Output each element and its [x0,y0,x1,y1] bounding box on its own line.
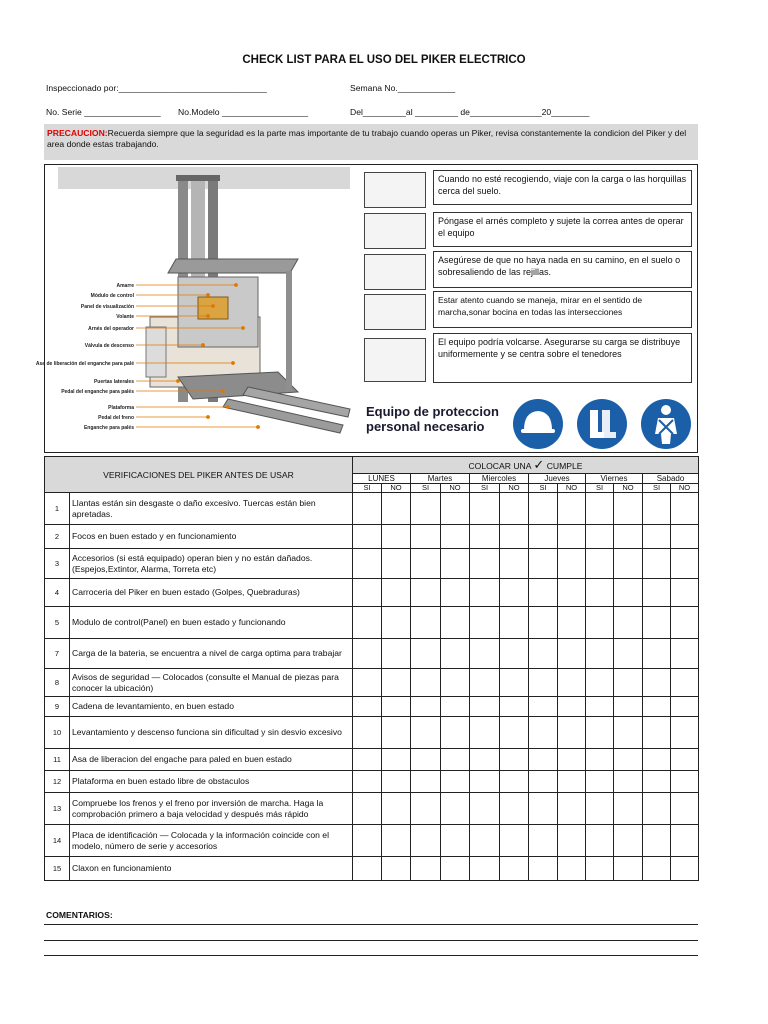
si-checkbox[interactable] [643,669,671,697]
si-checkbox[interactable] [470,493,500,525]
no-checkbox[interactable] [500,825,529,857]
si-checkbox[interactable] [529,857,558,881]
no-checkbox[interactable] [500,607,529,639]
si-checkbox[interactable] [411,825,441,857]
no-checkbox[interactable] [558,639,586,669]
si-checkbox[interactable] [529,607,558,639]
no-checkbox[interactable] [614,669,643,697]
mark-header [353,457,699,474]
no-checkbox[interactable] [614,579,643,607]
no-checkbox[interactable] [500,579,529,607]
no-checkbox[interactable] [382,717,411,749]
no-checkbox[interactable] [500,639,529,669]
row-description: Focos en buen estado y en funcionamiento [70,525,353,549]
si-checkbox[interactable] [411,749,441,771]
no-checkbox[interactable] [558,549,586,579]
si-checkbox[interactable] [643,525,671,549]
mark-header-right: CUMPLE [546,461,583,471]
no-checkbox[interactable] [441,771,470,793]
row-description: Avisos de seguridad — Colocados (consulte el Manual de piezas para conocer la ubicación) [70,669,353,697]
si-checkbox[interactable] [353,771,382,793]
si-checkbox[interactable] [586,857,614,881]
label-pedal-enganche: Pedal del enganche para palés [61,389,134,395]
si-checkbox[interactable] [643,697,671,717]
no-checkbox[interactable] [614,697,643,717]
row-description: Claxon en funcionamiento [70,857,353,881]
inspected-by-field[interactable]: Inspeccionado por:_______________________________ [46,83,267,93]
si-checkbox[interactable] [411,549,441,579]
row-description: Cadena de levantamiento, en buen estado [70,697,353,717]
no-checkbox[interactable] [500,525,529,549]
row-description: Llantas están sin desgaste o daño excesivo. Tuercas están bien apretadas. [70,493,353,525]
label-puertas: Puertas laterales [93,379,134,385]
si-checkbox[interactable] [411,697,441,717]
row-number: 3 [45,549,70,579]
no-checkbox[interactable] [671,697,699,717]
day-header: LUNES [353,474,411,484]
table-row [45,669,699,697]
row-description: Modulo de control(Panel) en buen estado y funcionando [70,607,353,639]
no-checkbox[interactable] [671,771,699,793]
row-description: Placa de identificación — Colocada y la información coincide con el modelo, número de serie y accesorios [70,825,353,857]
precaution-banner [44,124,698,160]
row-number: 7 [45,639,70,669]
si-checkbox[interactable] [586,825,614,857]
order-picker-diagram [35,167,350,449]
ppe-title [366,404,499,434]
si-checkbox[interactable] [586,771,614,793]
si-checkbox[interactable] [411,793,441,825]
warning-text: Cuando no esté recogiendo, viaje con la carga o las horquillas cerca del suelo. [433,170,692,205]
no-checkbox[interactable] [671,669,699,697]
check-icon: ✓ [533,457,545,472]
table-row [45,717,699,749]
no-checkbox[interactable] [500,771,529,793]
no-checkbox[interactable] [382,825,411,857]
table-row [45,525,699,549]
label-amarre: Amarre [116,283,134,289]
no-checkbox[interactable] [500,857,529,881]
comment-line[interactable] [44,924,698,925]
si-checkbox[interactable] [353,793,382,825]
row-number: 9 [45,697,70,717]
row-number: 4 [45,579,70,607]
table-row [45,793,699,825]
si-checkbox[interactable] [470,857,500,881]
si-checkbox[interactable] [353,549,382,579]
no-checkbox[interactable] [382,793,411,825]
no-checkbox[interactable] [500,697,529,717]
no-checkbox[interactable] [671,793,699,825]
no-checkbox[interactable] [441,493,470,525]
si-checkbox[interactable] [353,857,382,881]
helmet-icon [512,398,564,450]
si-checkbox[interactable] [586,793,614,825]
no-checkbox[interactable] [382,579,411,607]
no-checkbox[interactable] [614,857,643,881]
row-description: Accesorios (si está equipado) operan bien y no están dañados.(Espejos,Extintor, Alarma, Torreta etc) [70,549,353,579]
no-checkbox[interactable] [500,717,529,749]
label-asa: Asa de liberación del enganche para palé [35,361,134,367]
si-checkbox[interactable] [586,669,614,697]
row-description: Levantamiento y descenso funciona sin dificultad y sin desvio excesivo [70,717,353,749]
no-checkbox[interactable] [558,493,586,525]
no-checkbox[interactable] [441,525,470,549]
si-checkbox[interactable] [470,749,500,771]
no-checkbox[interactable] [382,493,411,525]
no-checkbox[interactable] [441,697,470,717]
no-checkbox[interactable] [382,607,411,639]
si-checkbox[interactable] [643,771,671,793]
si-header: SI [529,484,558,493]
warning-text: Póngase el arnés completo y sujete la correa antes de operar el equipo [433,212,692,247]
label-enganche: Enganche para palés [83,425,134,431]
si-checkbox[interactable] [643,607,671,639]
table-row [45,639,699,669]
no-checkbox[interactable] [671,549,699,579]
model-field[interactable]: No.Modelo __________________ [178,107,308,117]
no-checkbox[interactable] [500,493,529,525]
si-checkbox[interactable] [470,579,500,607]
row-number: 5 [45,607,70,639]
label-panel: Panel de visualización [80,304,134,310]
si-checkbox[interactable] [586,607,614,639]
no-checkbox[interactable] [671,857,699,881]
no-checkbox[interactable] [441,749,470,771]
comments-label: COMENTARIOS: [46,910,113,920]
label-modulo: Módulo de control [90,293,134,299]
si-checkbox[interactable] [529,669,558,697]
si-header: SI [411,484,441,493]
label-volante: Volante [116,314,134,320]
serial-field[interactable]: No. Serie ________________ [46,107,161,117]
no-checkbox[interactable] [671,639,699,669]
table-row [45,697,699,717]
no-checkbox[interactable] [500,549,529,579]
si-checkbox[interactable] [353,493,382,525]
si-checkbox[interactable] [411,493,441,525]
no-header: NO [382,484,411,493]
no-header: NO [614,484,643,493]
no-checkbox[interactable] [614,825,643,857]
si-checkbox[interactable] [586,639,614,669]
no-checkbox[interactable] [441,793,470,825]
warning-pictogram [364,338,426,382]
si-checkbox[interactable] [470,697,500,717]
no-checkbox[interactable] [558,793,586,825]
no-checkbox[interactable] [558,749,586,771]
no-checkbox[interactable] [671,607,699,639]
no-checkbox[interactable] [671,493,699,525]
si-checkbox[interactable] [411,857,441,881]
no-checkbox[interactable] [614,749,643,771]
si-checkbox[interactable] [470,639,500,669]
row-number: 11 [45,749,70,771]
no-checkbox[interactable] [382,697,411,717]
si-checkbox[interactable] [411,525,441,549]
no-checkbox[interactable] [558,717,586,749]
si-checkbox[interactable] [353,607,382,639]
si-checkbox[interactable] [529,697,558,717]
row-description: Carroceria del Piker en buen estado (Golpes, Quebraduras) [70,579,353,607]
table-row [45,857,699,881]
si-checkbox[interactable] [411,771,441,793]
no-checkbox[interactable] [382,771,411,793]
no-checkbox[interactable] [614,549,643,579]
si-checkbox[interactable] [529,793,558,825]
table-row [45,549,699,579]
si-checkbox[interactable] [529,579,558,607]
no-checkbox[interactable] [500,749,529,771]
no-checkbox[interactable] [441,669,470,697]
row-number: 10 [45,717,70,749]
no-checkbox[interactable] [500,669,529,697]
ppe-title-line: personal necesario [366,419,485,434]
no-checkbox[interactable] [441,607,470,639]
no-header: NO [558,484,586,493]
si-checkbox[interactable] [586,717,614,749]
warning-text: El equipo podría volcarse. Asegurarse su carga se distribuye uniformemente y se centra sobre el tenedores [433,333,692,383]
warning-text: Estar atento cuando se maneja, mirar en el sentido de marcha,sonar bocina en todas las intersecciones [433,291,692,328]
page-title: CHECK LIST PARA EL USO DEL PIKER ELECTRICO [242,54,526,66]
si-checkbox[interactable] [529,549,558,579]
si-checkbox[interactable] [411,639,441,669]
checklist-table [44,456,699,881]
no-checkbox[interactable] [558,607,586,639]
si-checkbox[interactable] [411,717,441,749]
si-checkbox[interactable] [586,697,614,717]
no-checkbox[interactable] [558,771,586,793]
si-header: SI [470,484,500,493]
no-checkbox[interactable] [441,639,470,669]
si-checkbox[interactable] [643,579,671,607]
precaution-text: Recuerda siempre que la seguridad es la parte mas importante de tu trabajo cuando operas un Piker, revisa constantemente la condicion del Piker y del area donde estas trabajando. [47,128,687,149]
week-field[interactable]: Semana No.____________ [350,83,456,93]
si-checkbox[interactable] [353,717,382,749]
comment-line[interactable] [44,955,698,956]
si-checkbox[interactable] [643,549,671,579]
si-checkbox[interactable] [643,857,671,881]
si-checkbox[interactable] [586,579,614,607]
no-checkbox[interactable] [441,825,470,857]
warning-pictogram [364,213,426,249]
no-checkbox[interactable] [382,639,411,669]
si-checkbox[interactable] [411,607,441,639]
mark-header-left: COLOCAR UNA [468,461,532,471]
no-checkbox[interactable] [671,717,699,749]
no-checkbox[interactable] [441,549,470,579]
table-row [45,493,699,525]
no-checkbox[interactable] [558,825,586,857]
si-checkbox[interactable] [643,793,671,825]
row-number: 13 [45,793,70,825]
row-number: 15 [45,857,70,881]
no-checkbox[interactable] [500,793,529,825]
row-number: 12 [45,771,70,793]
row-description: Carga de la bateria, se encuentra a nivel de carga optima para trabajar [70,639,353,669]
row-description: Asa de liberacion del engache para paled en buen estado [70,749,353,771]
si-checkbox[interactable] [586,749,614,771]
si-checkbox[interactable] [586,493,614,525]
no-checkbox[interactable] [558,525,586,549]
si-checkbox[interactable] [470,793,500,825]
no-checkbox[interactable] [614,607,643,639]
si-checkbox[interactable] [643,717,671,749]
no-header: NO [671,484,699,493]
label-valvula: Válvula de descenso [84,343,134,349]
si-checkbox[interactable] [529,525,558,549]
si-checkbox[interactable] [529,771,558,793]
si-checkbox[interactable] [643,639,671,669]
no-checkbox[interactable] [441,717,470,749]
no-checkbox[interactable] [382,749,411,771]
si-checkbox[interactable] [586,549,614,579]
ppe-title-line: Equipo de proteccion [366,404,499,419]
si-checkbox[interactable] [470,771,500,793]
precaution-label: PRECAUCION: [47,128,108,138]
row-number: 14 [45,825,70,857]
si-checkbox[interactable] [353,639,382,669]
si-checkbox[interactable] [643,825,671,857]
no-checkbox[interactable] [614,639,643,669]
day-header: Miercoles [470,474,529,484]
no-checkbox[interactable] [558,697,586,717]
day-header: Viernes [586,474,643,484]
harness-icon [640,398,692,450]
si-checkbox[interactable] [529,493,558,525]
no-checkbox[interactable] [382,525,411,549]
row-number: 2 [45,525,70,549]
row-description: Compruebe los frenos y el freno por inversión de marcha. Haga la comprobación primero a baja velocidad y después más rápido [70,793,353,825]
no-checkbox[interactable] [671,579,699,607]
si-checkbox[interactable] [643,493,671,525]
table-row [45,749,699,771]
day-header: Martes [411,474,470,484]
no-checkbox[interactable] [441,579,470,607]
si-checkbox[interactable] [643,749,671,771]
no-checkbox[interactable] [671,525,699,549]
no-header: NO [500,484,529,493]
si-checkbox[interactable] [470,669,500,697]
si-checkbox[interactable] [529,749,558,771]
warning-pictogram [364,172,426,208]
si-checkbox[interactable] [470,825,500,857]
no-checkbox[interactable] [614,717,643,749]
warning-pictogram [364,294,426,330]
no-checkbox[interactable] [614,493,643,525]
si-checkbox[interactable] [470,717,500,749]
si-checkbox[interactable] [529,639,558,669]
boots-icon [576,398,628,450]
si-header: SI [586,484,614,493]
no-checkbox[interactable] [671,749,699,771]
si-checkbox[interactable] [470,525,500,549]
si-checkbox[interactable] [353,579,382,607]
no-checkbox[interactable] [558,579,586,607]
si-checkbox[interactable] [411,669,441,697]
no-checkbox[interactable] [614,525,643,549]
warning-pictogram [364,254,426,290]
no-checkbox[interactable] [614,793,643,825]
no-header: NO [441,484,470,493]
si-checkbox[interactable] [353,669,382,697]
verify-header: VERIFICACIONES DEL PIKER ANTES DE USAR [45,457,353,493]
table-row [45,825,699,857]
si-checkbox[interactable] [353,525,382,549]
no-checkbox[interactable] [382,669,411,697]
day-header: Sabado [643,474,699,484]
si-header: SI [643,484,671,493]
si-checkbox[interactable] [470,549,500,579]
si-checkbox[interactable] [529,717,558,749]
date-field[interactable]: Del_________al _________ de_______________20________ [350,107,590,117]
label-plataforma: Plataforma [108,405,134,411]
comment-line[interactable] [44,940,698,941]
label-pedal-freno: Pedal del freno [98,415,134,421]
no-checkbox[interactable] [382,549,411,579]
si-checkbox[interactable] [353,697,382,717]
table-row [45,771,699,793]
no-checkbox[interactable] [558,669,586,697]
no-checkbox[interactable] [382,857,411,881]
row-description: Plataforma en buen estado libre de obstaculos [70,771,353,793]
label-arnes: Arnés del operador [88,326,134,332]
si-checkbox[interactable] [353,825,382,857]
warning-text: Asegúrese de que no haya nada en su camino, en el suelo o sobresaliendo de las rejillas. [433,251,692,288]
no-checkbox[interactable] [441,857,470,881]
si-header: SI [353,484,382,493]
si-checkbox[interactable] [470,607,500,639]
table-row [45,579,699,607]
table-row [45,607,699,639]
si-checkbox[interactable] [529,825,558,857]
row-number: 8 [45,669,70,697]
no-checkbox[interactable] [558,857,586,881]
si-checkbox[interactable] [411,579,441,607]
si-checkbox[interactable] [586,525,614,549]
no-checkbox[interactable] [671,825,699,857]
row-number: 1 [45,493,70,525]
day-header: Jueves [529,474,586,484]
no-checkbox[interactable] [614,771,643,793]
si-checkbox[interactable] [353,749,382,771]
